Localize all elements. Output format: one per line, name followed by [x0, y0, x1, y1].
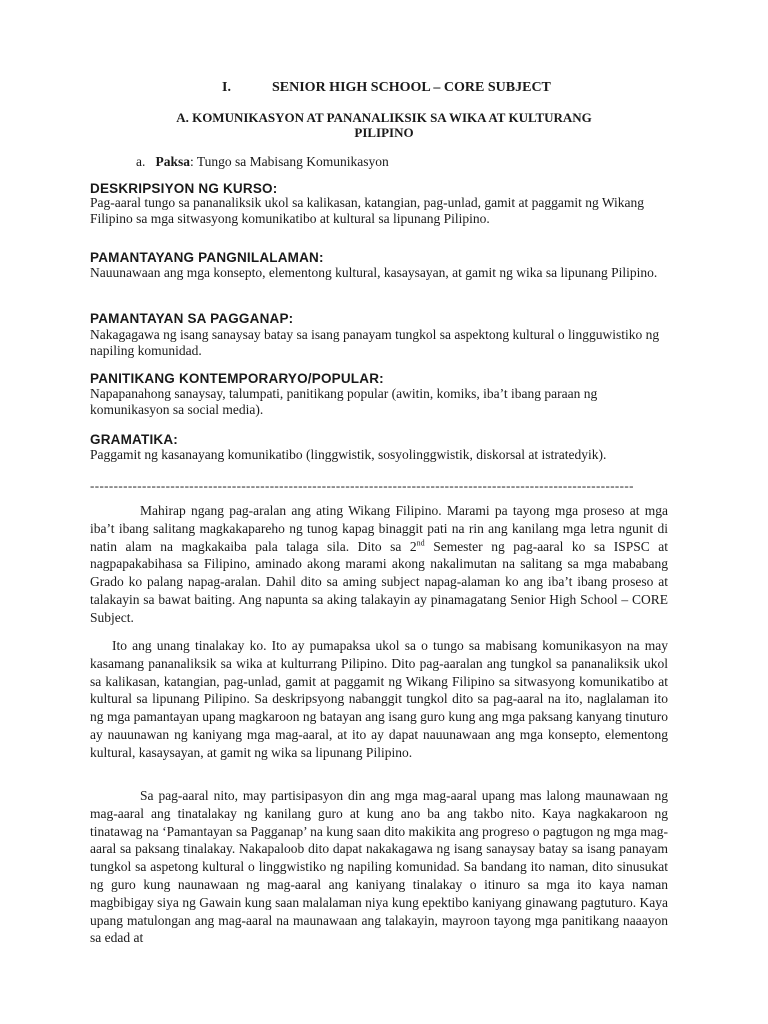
essay-paragraph-2 — [90, 637, 668, 762]
section-body-pagganap: Nakagagawa ng isang sanaysay batay sa isang panayam tungkol sa aspektong kultural o lingguwistiko ng napiling komunidad. — [90, 327, 660, 358]
section-title-deskripsiyon: DESKRIPSIYON NG KURSO: — [90, 181, 278, 196]
paragraph-1-text-a: Mahirap ngang pag-aralan ang ating Wikang Filipino. Marami pa tayong mga proseso at mga iba’t ibang salitang magkakapareho ng tunog kapag binaggit pati na rin ang kanilang mga letra ngunit di natin alam na magkakaiba pala talaga sila. Dito sa 2 — [90, 503, 668, 554]
essay-paragraph-1 — [90, 502, 668, 627]
section-title-gramatika: GRAMATIKA: — [90, 432, 178, 447]
subject-title-line1: A. KOMUNIKASYON AT PANANALIKSIK SA WIKA AT KULTURANG — [176, 110, 592, 125]
section-body-gramatika: Paggamit ng kasanayang komunikatibo (linggwistik, sosyolinggwistik, diskorsal at istratedyik). — [90, 447, 607, 462]
paragraph-1-text-b: Semester ng pag-aaral ko sa ISPSC at nagpapakabihasa sa Filipino, aminado akong marami akong nakalimutan na salitang sa mga mababang Grado ko palang napag-aralan. Dahil dito sa aming subject napag-alaman ko ang iba’t ibang proseso at talakayin sa bawat baiting. Ang napunta sa aking talakayin ay pinamagatang Senior High School – CORE Subject. — [90, 538, 668, 625]
section-title-pangnilalaman: PAMANTAYANG PANGNILALAMAN: — [90, 250, 324, 265]
heading-numeral: I. — [222, 80, 231, 95]
section-title-panitikan: PANITIKANG KONTEMPORARYO/POPULAR: — [90, 371, 384, 386]
subject-title — [95, 110, 673, 140]
heading-title: SENIOR HIGH SCHOOL – CORE SUBJECT — [272, 80, 551, 95]
paragraph-2-text: Ito ang unang tinalakay ko. Ito ay pumapaksa ukol sa o tungo sa mabisang komunikasyon na may kasamang pananaliksik sa wika at kulturrang Pilipino. Dito pag-aaralan ang tungkol sa pananaliksik ukol sa kalikasan, katangian, pag-unlad, gamit at paggamit ng Wikang Filipino sa sitwasyong komunikatibo at kultural sa lipunang Pilipino. Sa deskripsyong nabanggit tungkol dito sa pag-aaral na ito, naglalaman ito ng mga pamantayan upang magkaroon ng batayan ang isang guro kung ang mga paksang kanyang tinuturo ay nauunawan ng kaniyang mga mag-aaral, at ito ay dapat nauunawaan ang mga konsepto, elementong kultural, kasaysayan, at gamit ng wika sa lipunang Pilipino. — [90, 638, 668, 760]
topic-line — [136, 154, 714, 170]
topic-label: Paksa — [155, 154, 191, 169]
subject-title-line2: PILIPINO — [354, 125, 414, 140]
section-title-pagganap: PAMANTAYAN SA PAGGANAP: — [90, 311, 294, 326]
section-body-panitikan: Napapanahong sanaysay, talumpati, panitikang popular (awitin, komiks, iba’t ibang paraan ng komunikasyon sa social media). — [90, 386, 598, 417]
section-body-deskripsiyon: Pag-aaral tungo sa pananaliksik ukol sa kalikasan, katangian, pag-unlad, gamit at paggamit ng Wikang Filipino sa mga sitwasyong komunikatibo at kultural sa lipunang Pilipino. — [90, 195, 645, 226]
topic-value: : Tungo sa Mabisang Komunikasyon — [190, 154, 389, 169]
dashed-divider: ------------------------------------------------------------------------------------------------------------------- — [90, 478, 634, 493]
section-body-pangnilalaman: Nauunawaan ang mga konsepto, elementong kultural, kasaysayan, at gamit ng wika sa lipunang Pilipino. — [90, 265, 658, 280]
topic-marker: a. — [136, 154, 146, 169]
essay-paragraph-3 — [90, 787, 668, 947]
ordinal-suffix: nd — [416, 538, 425, 548]
paragraph-3-text: Sa pag-aaral nito, may partisipasyon din ang mga mag-aaral upang mas lalong maunawaan ng mag-aaral ang tinatalakay ng kanilang guro at kung ano ba ang takbo nito. Kaya nagkakaroon ng tinatawag na ‘Pamantayan sa Pagganap’ na kung saan dito makikita ang progreso o pagtugon ng mga mag-aaral sa paksang tinalakay. Nakapaloob dito dapat nakakagawa ng isang sanaysay batay sa isang panayam tungkol sa aspetong kultural o linggwistiko ng napiling komunidad. Sa bandang ito naman, dito sinusukat ng guro kung naunawaan ng mag-aaral ang kaniyang tinalakay o itinuro sa mga ito kaya naman magbibigay siya ng Gawain kung saan malalaman niya kung epektibo kaniyang ginawang pagtuturo. Kaya upang matulongan ang mag-aaral na maunawaan ang talakayin, mayroon tayong mga panitikang naaayon sa edad at — [90, 788, 668, 946]
